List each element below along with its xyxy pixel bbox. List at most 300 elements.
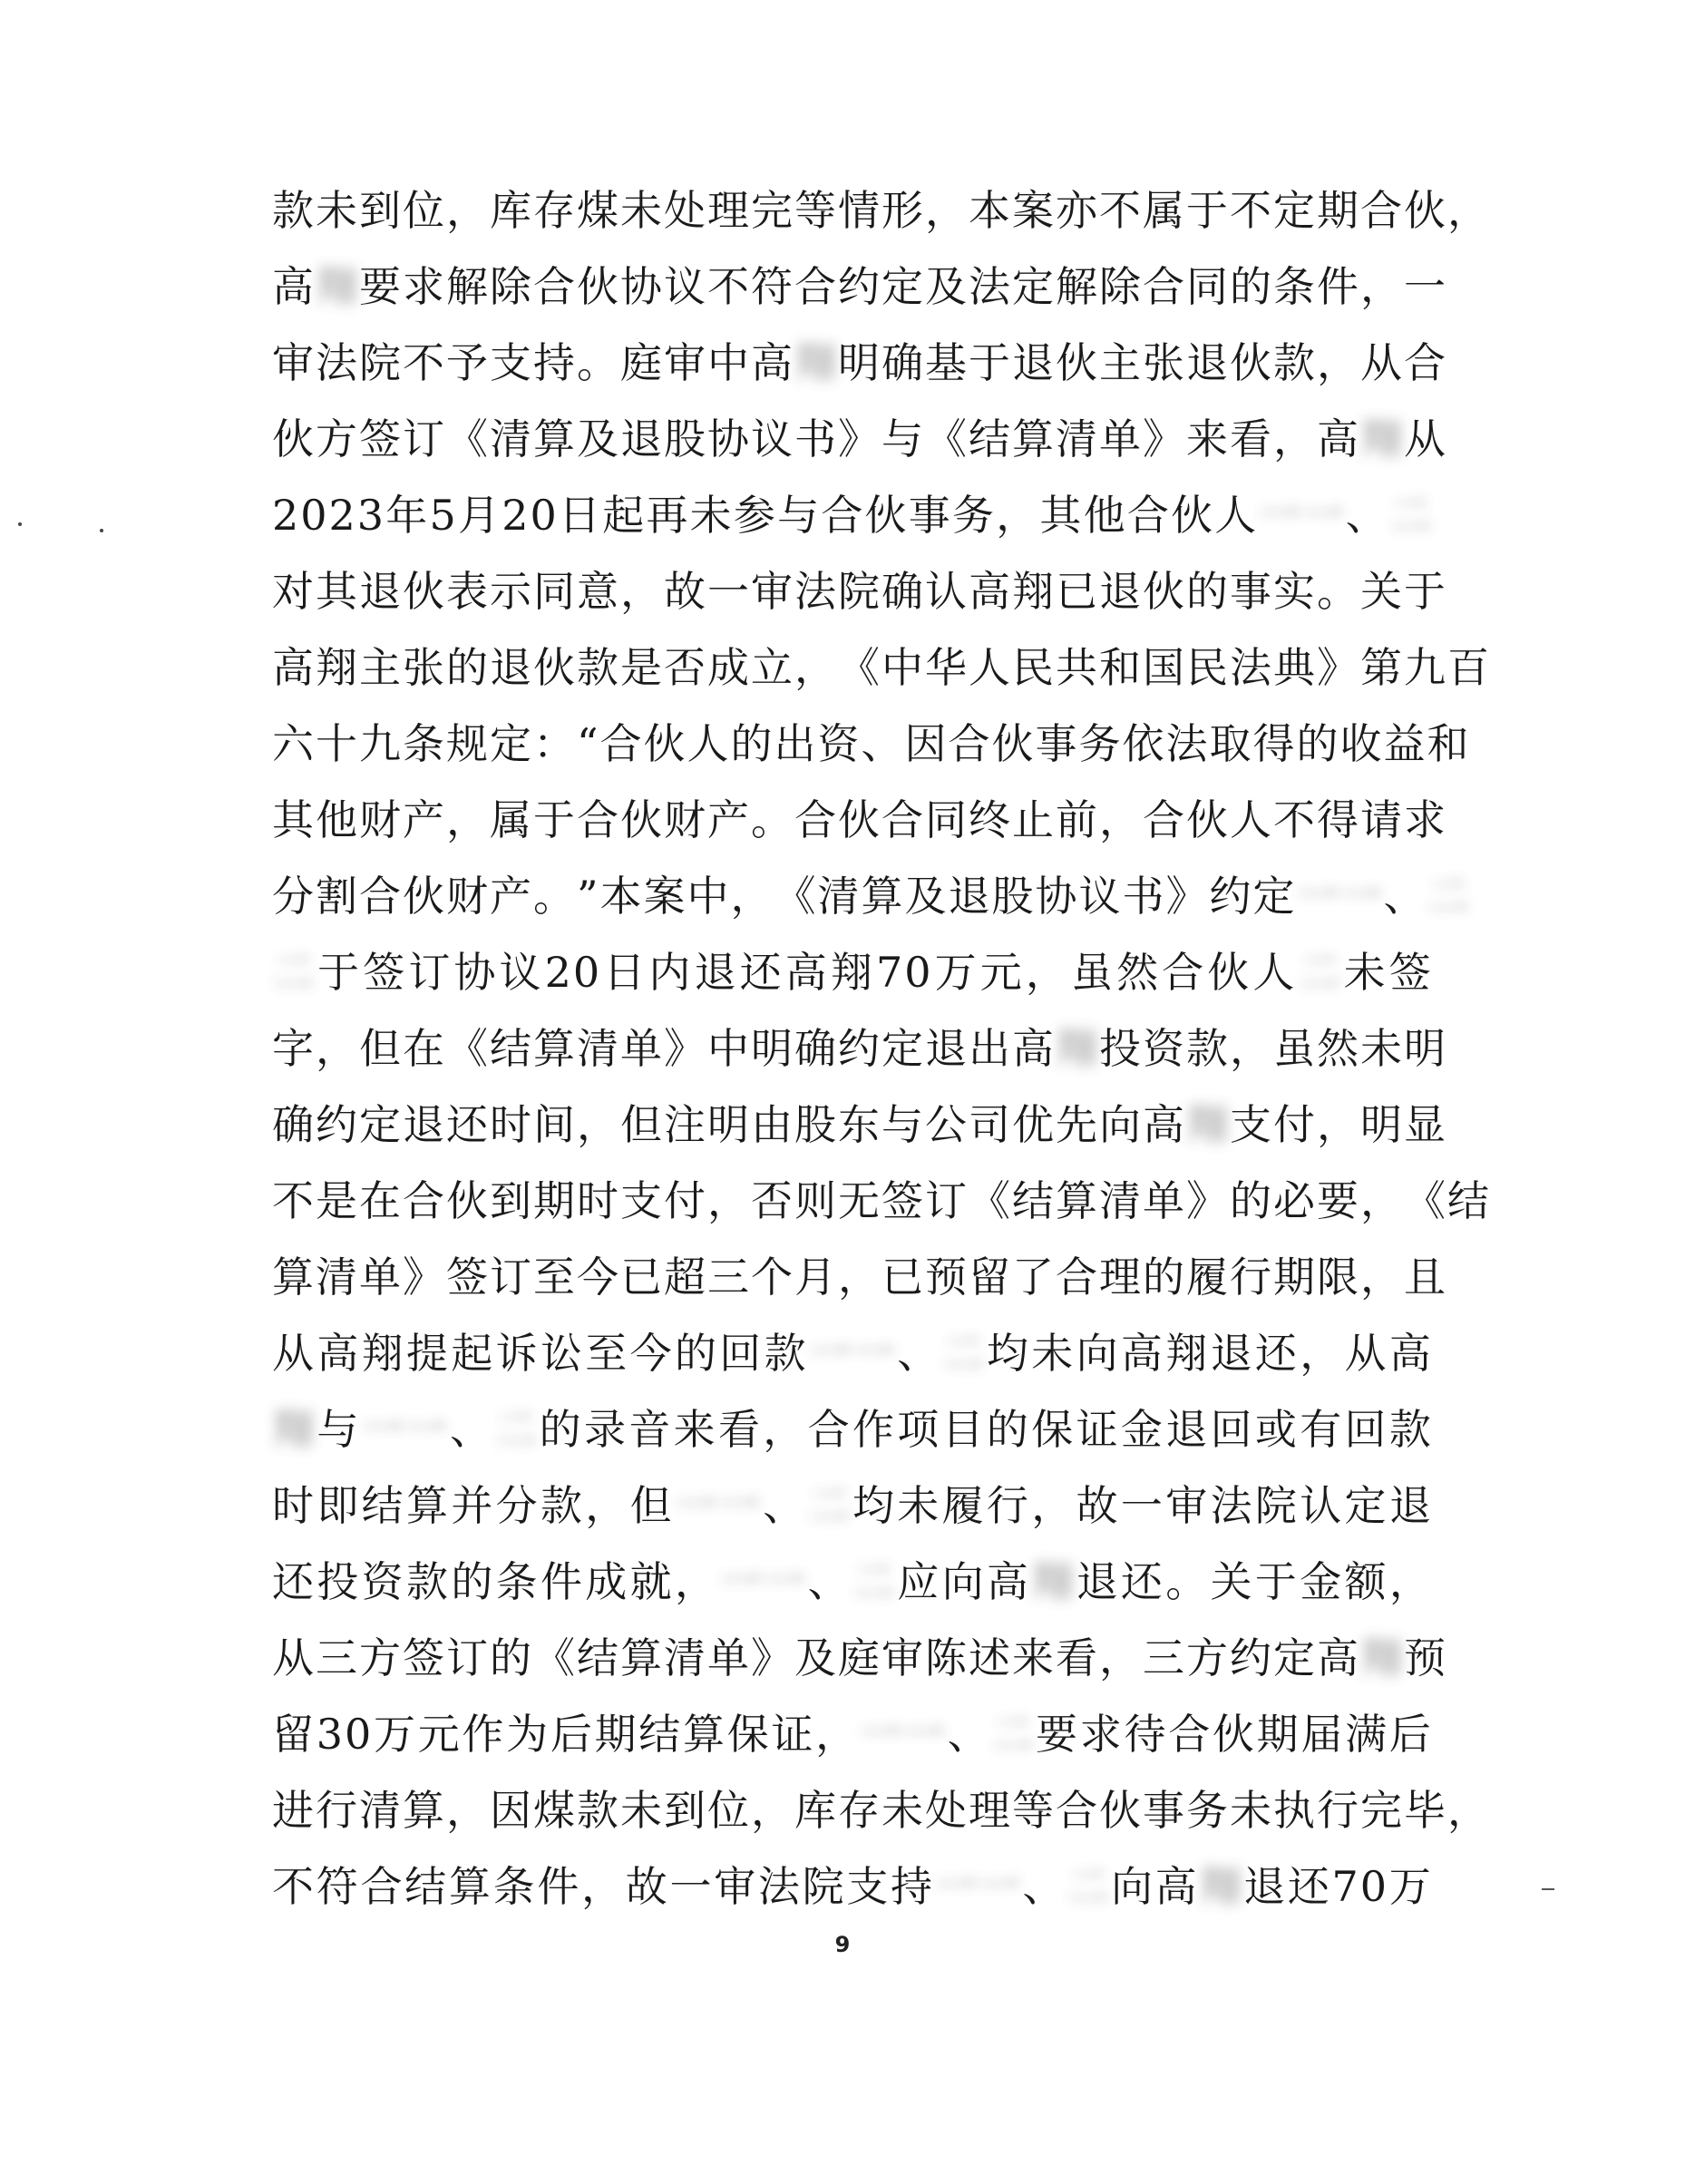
text-char: 和 (1099, 643, 1143, 692)
text-char: 财 (359, 795, 403, 844)
text-char: 结 (1447, 1176, 1491, 1225)
text-char: 本 (969, 186, 1012, 235)
text-char: 的 (1186, 567, 1230, 616)
text-char: ” (577, 872, 600, 921)
text-char: 》 (403, 1253, 446, 1302)
text-char: 审 (881, 1633, 925, 1682)
text-char: 的 (674, 1329, 718, 1378)
text-char: 不 (272, 1862, 316, 1911)
text-char: 从 (272, 1633, 316, 1682)
text-char: 割 (316, 872, 359, 921)
text-char: 取 (1209, 719, 1253, 768)
text-char: 定 (881, 1024, 925, 1073)
text-char: 审 (1165, 1481, 1210, 1530)
text-char: 一 (707, 567, 751, 616)
text-char: 典 (1273, 643, 1317, 692)
text-line (272, 706, 1471, 782)
text-char: 协 (620, 262, 664, 311)
text-char: 月 (458, 491, 502, 540)
text-char: ， (581, 1862, 626, 1911)
text-char: 算 (620, 1633, 664, 1682)
text-char: 款 (1388, 1405, 1433, 1454)
text-line (272, 1010, 1447, 1087)
document-body (272, 172, 1491, 1925)
text-char: 《 (774, 872, 818, 921)
text-char: 限 (1317, 1253, 1360, 1302)
text-char: 终 (969, 795, 1012, 844)
text-char: 起 (602, 491, 647, 540)
text-char: 翔 (316, 643, 359, 692)
text-char: 保 (1031, 1405, 1076, 1454)
text-char: 款 (405, 1557, 450, 1606)
text-char: 、 (449, 1405, 493, 1454)
text-char: 清 (664, 1633, 707, 1682)
text-char: 的 (446, 643, 490, 692)
text-char: 显 (1404, 1100, 1447, 1149)
text-char: 关 (1210, 1557, 1254, 1606)
text-char: 时 (490, 1100, 533, 1149)
text-char: 合 (533, 262, 577, 311)
text-char: 伙 (1186, 795, 1230, 844)
text-char: 结 (1012, 1176, 1056, 1225)
text-char: 》 (1143, 414, 1186, 463)
text-char: 库 (794, 1786, 838, 1835)
text-char: 及 (925, 262, 969, 311)
text-char: ： (533, 719, 577, 768)
text-char: 中 (687, 872, 731, 921)
text-char: 明 (751, 1024, 794, 1073)
text-char: ， (1031, 1481, 1076, 1530)
text-char: 支 (1230, 1100, 1273, 1149)
text-char: 等 (794, 186, 838, 235)
text-char: 订 (446, 1633, 490, 1682)
text-char: 退 (694, 948, 738, 997)
text-line (272, 1696, 1433, 1772)
text-char: 十 (316, 719, 359, 768)
redacted-name: 翔 (1360, 414, 1404, 463)
text-char: 从 (272, 1329, 316, 1378)
text-char: 的 (539, 1405, 583, 1454)
text-char: 今 (629, 1329, 674, 1378)
text-char: 目 (941, 1405, 986, 1454)
text-line (272, 1544, 1433, 1620)
text-char: ， (1300, 1329, 1344, 1378)
text-char: 条 (403, 719, 446, 768)
text-char: ， (674, 1557, 718, 1606)
text-char: 九 (1404, 643, 1447, 692)
text-char: 事 (1143, 1786, 1186, 1835)
text-char: 结 (577, 1633, 620, 1682)
text-char: 定 (881, 262, 925, 311)
text-char: 《 (925, 414, 969, 463)
text-char: 协 (453, 948, 498, 997)
text-line (272, 1315, 1433, 1391)
text-char: 案 (643, 872, 687, 921)
text-char: 及 (904, 872, 949, 921)
text-char: 前 (1056, 795, 1099, 844)
text-char: 但 (620, 1100, 664, 1149)
text-char: 审 (664, 338, 707, 387)
text-char: 行 (316, 1786, 359, 1835)
text-char: 证 (1076, 1405, 1120, 1454)
text-char: 要 (1317, 1176, 1360, 1225)
text-char: 同 (925, 795, 969, 844)
text-char: 退 (925, 1024, 969, 1073)
text-char: 方 (316, 414, 359, 463)
text-char: 一 (1404, 262, 1447, 311)
text-char: 期 (1256, 1710, 1300, 1759)
text-char: 成 (585, 1557, 629, 1606)
text-char: 伙 (272, 414, 316, 463)
text-line (272, 629, 1491, 706)
text-char: 来 (1186, 414, 1230, 463)
text-char: 到 (359, 186, 403, 235)
text-char: 于 (1186, 186, 1230, 235)
text-char: 签 (363, 948, 407, 997)
text-char: 主 (359, 643, 403, 692)
text-char: 成 (707, 643, 751, 692)
text-char: 但 (359, 1024, 403, 1073)
text-char: 提 (405, 1329, 450, 1378)
text-char: 作 (852, 1405, 896, 1454)
text-char: 退 (620, 414, 664, 463)
text-char: ， (446, 1786, 490, 1835)
text-char: 对 (272, 567, 316, 616)
text-char: 投 (317, 1557, 361, 1606)
text-char: 留 (969, 1253, 1012, 1302)
text-char: 虽 (1070, 948, 1115, 997)
text-char: 产 (403, 795, 446, 844)
text-char: 算 (403, 1786, 446, 1835)
text-char: 支 (846, 1862, 891, 1911)
text-char: 不 (403, 338, 446, 387)
text-char: 合 (1168, 1710, 1213, 1759)
text-char: 款 (1273, 338, 1317, 387)
text-char: 合 (1056, 1786, 1099, 1835)
text-char: 优 (1012, 1100, 1056, 1149)
text-char: 从 (1360, 338, 1404, 387)
text-char: 止 (1012, 795, 1056, 844)
text-char: 共 (1056, 643, 1099, 692)
text-char: 结 (969, 414, 1012, 463)
text-char: 有 (1300, 1405, 1344, 1454)
text-char: 就 (629, 1557, 674, 1606)
text-char: 于 (533, 795, 577, 844)
text-char: 三 (1143, 1633, 1186, 1682)
text-char: 内 (648, 948, 693, 997)
text-char: 的 (1230, 1176, 1273, 1225)
text-char: 高 (1317, 1633, 1360, 1682)
text-char: 退 (1243, 1862, 1288, 1911)
text-char: 立 (751, 643, 794, 692)
text-char: 其 (272, 795, 316, 844)
text-char: 定 (1252, 872, 1297, 921)
text-char: 《 (838, 643, 881, 692)
text-char: 予 (446, 338, 490, 387)
text-char: 超 (664, 1253, 707, 1302)
text-char: 70 (1331, 1862, 1389, 1911)
redacted-name: 翔 (1031, 1557, 1076, 1606)
text-char: 合 (1056, 1253, 1099, 1302)
text-char: 高 (1120, 1329, 1164, 1378)
text-line (272, 249, 1447, 325)
text-line (272, 934, 1433, 1010)
text-char: 于 (1254, 1557, 1299, 1606)
text-char: 回 (1210, 1405, 1254, 1454)
text-char: 满 (1345, 1710, 1389, 1759)
text-char: 法 (969, 262, 1012, 311)
text-char: 来 (1012, 1633, 1056, 1682)
text-char: 院 (838, 567, 881, 616)
text-char: 财 (664, 795, 707, 844)
text-char: 。 (533, 872, 577, 921)
redacted-name: 翔 (1199, 1862, 1243, 1911)
text-char: 付 (664, 1176, 707, 1225)
text-char: 案 (1012, 186, 1056, 235)
text-char: 。 (577, 338, 620, 387)
text-char: 算 (272, 1253, 316, 1302)
text-char: 但 (629, 1481, 674, 1530)
text-char: 伙 (864, 491, 909, 540)
text-char: 行 (1317, 1786, 1360, 1835)
text-char: 属 (1143, 186, 1186, 235)
text-char: 算 (533, 414, 577, 463)
text-char: ， (838, 1253, 881, 1302)
text-char: 履 (941, 1481, 986, 1530)
text-char: 从 (1344, 1329, 1388, 1378)
text-char: 不 (1273, 795, 1317, 844)
redacted-name: 二 (941, 1329, 986, 1378)
text-char: 人 (1230, 795, 1273, 844)
text-char: 单 (707, 1633, 751, 1682)
text-char: 期 (1317, 186, 1360, 235)
text-char: 支 (620, 1176, 664, 1225)
text-char: 。 (1165, 1557, 1210, 1606)
text-char: 人 (1214, 491, 1259, 540)
text-char: 理 (707, 186, 751, 235)
text-char: 示 (490, 567, 533, 616)
text-char: 退 (359, 567, 403, 616)
text-char: 法 (757, 1862, 802, 1911)
text-char: ， (815, 1710, 860, 1759)
text-char: 元 (417, 1710, 462, 1759)
text-char: 煤 (577, 186, 620, 235)
text-char: 留 (272, 1710, 316, 1759)
text-char: 起 (451, 1329, 495, 1378)
text-char: 结 (361, 1481, 405, 1530)
text-char: 录 (583, 1405, 628, 1454)
text-char: 未 (620, 1786, 664, 1835)
text-char: 时 (577, 1176, 620, 1225)
text-char: 处 (664, 186, 707, 235)
text-char: 还 (1254, 1329, 1299, 1378)
text-char: 算 (1012, 414, 1056, 463)
text-char: 依 (1122, 719, 1166, 768)
text-char: 即 (317, 1481, 361, 1530)
redacted-name: 一一 (1258, 491, 1346, 540)
text-char: 产 (707, 795, 751, 844)
text-char: 院 (802, 1862, 846, 1911)
text-char: 件 (537, 1862, 581, 1911)
text-char: 的 (1143, 1253, 1186, 1302)
text-char: 伙 (991, 719, 1036, 768)
text-char: 议 (751, 414, 794, 463)
text-char: ， (1447, 1786, 1491, 1835)
text-char: 约 (1230, 1633, 1273, 1682)
text-char: 应 (897, 1557, 941, 1606)
text-char: 已 (620, 1253, 664, 1302)
redacted-name: 一一 (719, 1557, 807, 1606)
text-char: 陈 (925, 1633, 969, 1682)
text-char: 还 (1120, 1557, 1164, 1606)
text-line (272, 858, 1471, 934)
text-char: 履 (1186, 1253, 1230, 1302)
text-char: 讼 (540, 1329, 584, 1378)
text-char: 退 (1165, 1405, 1210, 1454)
text-char: 保 (726, 1710, 771, 1759)
text-char: 订 (490, 1253, 533, 1302)
text-char: 、 (807, 1557, 852, 1606)
text-char: 于 (1404, 567, 1447, 616)
redacted-name: 翔 (316, 262, 359, 311)
text-char: 未 (1230, 1786, 1273, 1835)
text-char: 清 (490, 414, 533, 463)
text-char: 参 (733, 491, 777, 540)
redacted-name: 一一 (1296, 872, 1384, 921)
text-char: 合 (821, 491, 865, 540)
text-char: 未 (316, 186, 359, 235)
text-char: 伙 (533, 643, 577, 692)
text-char: ， (620, 567, 664, 616)
text-line (272, 1620, 1447, 1696)
text-char: 30 (316, 1710, 374, 1759)
text-char: 伙 (1171, 491, 1215, 540)
text-char: 院 (359, 338, 403, 387)
text-char: 益 (1383, 719, 1427, 768)
text-char: 》 (664, 1024, 707, 1073)
text-char: 意 (577, 567, 620, 616)
text-char: 议 (664, 262, 707, 311)
text-char: 定 (359, 1100, 403, 1149)
text-char: ， (1099, 1633, 1143, 1682)
text-char: 公 (925, 1100, 969, 1149)
text-line (272, 172, 1491, 249)
text-char: 审 (751, 567, 794, 616)
text-char: 求 (1404, 795, 1447, 844)
text-char: 解 (1056, 262, 1099, 311)
text-char: ， (1447, 186, 1491, 235)
text-char: 伙 (577, 262, 620, 311)
text-char: 届 (1300, 1710, 1345, 1759)
text-char: 虽 (1273, 1024, 1317, 1073)
redacted-name: 二 (1388, 491, 1433, 540)
text-char: 法 (1210, 1481, 1254, 1530)
text-char: 单 (620, 1024, 664, 1073)
text-char: 回 (719, 1329, 764, 1378)
text-char: 高 (986, 1557, 1030, 1606)
text-char: 项 (897, 1405, 941, 1454)
text-char: 《 (533, 1633, 577, 1682)
text-char: 、 (763, 1481, 807, 1530)
text-char: 库 (490, 186, 533, 235)
text-char: 款 (540, 1481, 584, 1530)
text-char: 伙 (1143, 567, 1186, 616)
text-char: 清 (577, 1024, 620, 1073)
text-char: 股 (664, 414, 707, 463)
text-char: 向 (1110, 1862, 1154, 1911)
text-char: 退 (1076, 1557, 1120, 1606)
text-char: 或 (1254, 1405, 1299, 1454)
text-char: 证 (771, 1710, 815, 1759)
text-char: “ (577, 719, 600, 768)
text-char: 条 (492, 1862, 537, 1911)
text-char: 期 (594, 1710, 638, 1759)
text-char: 《 (446, 1024, 490, 1073)
text-char: 不 (272, 1176, 316, 1225)
text-char: 要 (1036, 1710, 1080, 1759)
text-char: ， (1360, 1253, 1404, 1302)
text-char: 第 (1360, 643, 1404, 692)
text-char: 未 (620, 186, 664, 235)
text-char: 资 (1143, 1024, 1186, 1073)
text-char: 定 (1012, 262, 1056, 311)
text-char: 的 (490, 1633, 533, 1682)
text-char: 方 (359, 1633, 403, 1682)
text-char: 及 (794, 1633, 838, 1682)
text-char: 合 (1404, 338, 1447, 387)
text-char: 实 (1273, 567, 1317, 616)
text-char: ， (1273, 414, 1317, 463)
text-char: 明 (838, 338, 881, 387)
text-char: 翔 (1165, 1329, 1210, 1378)
text-char: 毕 (1404, 1786, 1447, 1835)
text-char: 符 (316, 1862, 360, 1911)
text-char: 本 (599, 872, 644, 921)
text-line (272, 1239, 1447, 1315)
text-char: 高 (1143, 1100, 1186, 1149)
text-char: 和 (1427, 719, 1471, 768)
text-char: 因 (490, 1786, 533, 1835)
text-char: 签 (359, 414, 403, 463)
text-char: 条 (495, 1557, 540, 1606)
text-char: 求 (403, 262, 446, 311)
text-char: 的 (986, 1405, 1030, 1454)
text-char: 先 (1056, 1100, 1099, 1149)
text-char: 额 (1344, 1557, 1388, 1606)
text-char: 是 (620, 643, 664, 692)
text-line (272, 553, 1447, 629)
text-char: 及 (577, 414, 620, 463)
text-char: 三 (707, 1253, 751, 1302)
text-char: 议 (499, 948, 543, 997)
text-char: 议 (1078, 872, 1123, 921)
text-char: 、 (1022, 1862, 1067, 1911)
text-char: 合 (403, 1176, 446, 1225)
text-char: 诉 (495, 1329, 540, 1378)
text-char: 法 (1230, 643, 1273, 692)
text-char: 还 (1287, 1862, 1331, 1911)
redacted-name: 一一 (808, 1329, 896, 1378)
text-char: 付 (1273, 1100, 1317, 1149)
text-char: 翔 (1012, 567, 1056, 616)
text-char: 金 (1300, 1557, 1344, 1606)
text-char: 定 (1273, 186, 1317, 235)
text-char: 伙 (1404, 186, 1447, 235)
text-char: 资 (361, 1557, 405, 1606)
text-char: 件 (1317, 262, 1360, 311)
text-char: 订 (403, 414, 446, 463)
text-char: ， (1099, 795, 1143, 844)
